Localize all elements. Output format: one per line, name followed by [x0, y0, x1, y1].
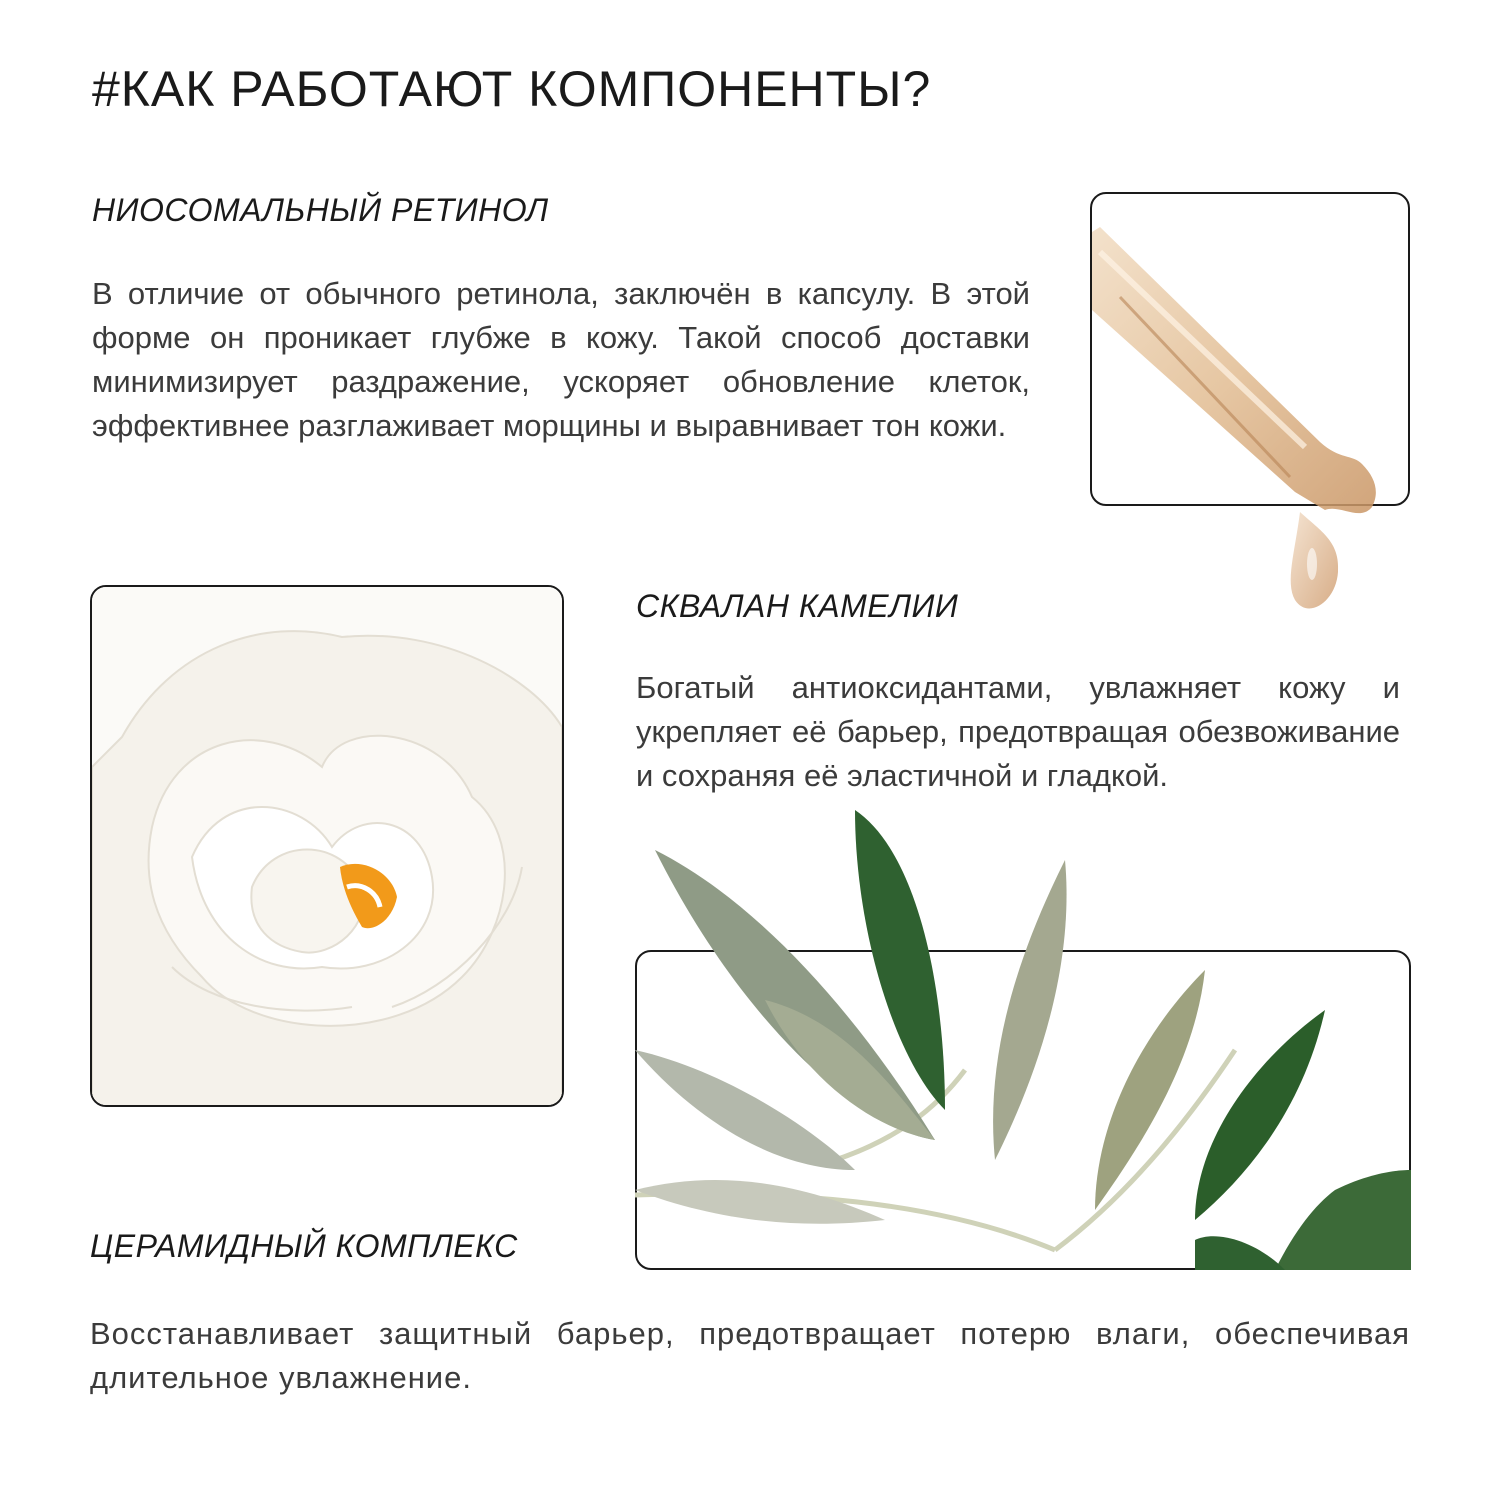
- section-heading-squalane: СКВАЛАН КАМЕЛИИ: [636, 588, 959, 624]
- section-heading-ceramides: ЦЕРАМИДНЫЙ КОМПЛЕКС: [90, 1228, 518, 1264]
- section-text-retinol: В отличие от обычного ретинола, заключён в капсулу. В этой форме он проникает глубже в кожу. Такой способ доставки минимизирует раздражение, ускоряет обновление клеток, эффективнее разглаживает морщины и выравнивает тон кожи.: [92, 276, 1030, 443]
- page-title: #КАК РАБОТАЮТ КОМПОНЕНТЫ?: [92, 61, 932, 117]
- flower-image-frame: [90, 585, 564, 1107]
- camellia-flower-image: [92, 587, 564, 1107]
- section-text-ceramides: Восстанавливает защитный барьер, предотвращает потерю влаги, обеспечивая длительное увлажнение.: [90, 1316, 1410, 1395]
- olive-branch-image: [635, 810, 1411, 1270]
- section-heading-retinol: НИОСОМАЛЬНЫЙ РЕТИНОЛ: [92, 192, 549, 228]
- section-text-squalane: Богатый антиоксидантами, увлажняет кожу и укрепляет её барьер, предотвращая обезвоживание и сохраняя её эластичной и гладкой.: [636, 670, 1400, 793]
- dropper-image: [1090, 192, 1410, 622]
